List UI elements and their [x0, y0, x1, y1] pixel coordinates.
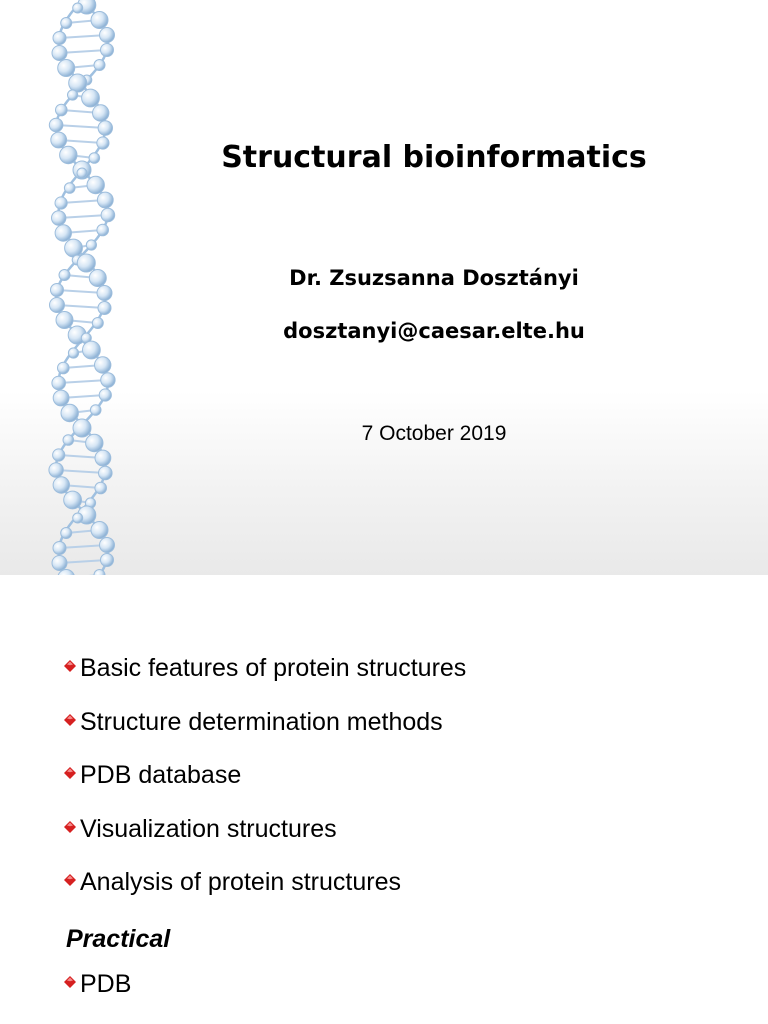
helix-bead	[91, 12, 108, 29]
helix-bead	[86, 240, 96, 250]
helix-bead	[55, 225, 71, 241]
helix-bead	[65, 239, 83, 257]
helix-bead	[100, 538, 115, 553]
helix-bead	[73, 3, 83, 13]
helix-bead	[98, 302, 111, 315]
helix-bead	[92, 318, 103, 329]
topic-text: Visualization structures	[80, 814, 337, 843]
author-email: dosztanyi@caesar.elte.hu	[283, 319, 585, 343]
outline-slide	[0, 575, 768, 1024]
helix-bead	[56, 312, 73, 329]
list-item	[64, 815, 466, 869]
helix-bead	[53, 542, 66, 555]
helix-bead	[97, 137, 109, 149]
helix-bead	[64, 183, 75, 194]
helix-bead	[61, 18, 72, 29]
helix-bead	[95, 357, 111, 373]
helix-bead	[53, 32, 66, 45]
topic-text: Basic features of protein structures	[80, 654, 467, 682]
helix-bead	[49, 118, 63, 132]
helix-bead	[55, 197, 67, 209]
list-item	[64, 868, 466, 922]
red-diamond-icon	[64, 874, 76, 886]
helix-bead	[97, 192, 113, 208]
helix-bead	[86, 434, 103, 451]
helix-bead	[68, 348, 78, 358]
helix-bead	[59, 270, 70, 281]
topic-text: PDB database	[80, 761, 242, 789]
topic-text: Structure determination methods	[80, 707, 443, 736]
helix-bead	[49, 463, 63, 477]
helix-bead	[52, 211, 66, 225]
helix-bead	[51, 132, 67, 148]
helix-bead	[60, 146, 77, 163]
helix-bead	[61, 404, 78, 421]
helix-bead	[82, 89, 100, 107]
helix-bead	[93, 105, 109, 121]
red-diamond-icon	[64, 714, 76, 726]
list-item	[64, 654, 466, 708]
helix-bead	[99, 389, 111, 401]
author-name: Dr. Zsuzsanna Dosztányi	[289, 266, 579, 290]
helix-bead	[52, 556, 67, 571]
helix-bead	[53, 477, 69, 493]
helix-bead	[89, 270, 106, 287]
helix-bead	[52, 376, 66, 390]
helix-bead	[73, 513, 83, 523]
helix-bead	[68, 90, 78, 100]
helix-bead	[91, 522, 108, 539]
helix-bead	[101, 554, 114, 567]
helix-bead	[94, 60, 105, 71]
helix-bead	[52, 46, 67, 61]
helix-bead	[97, 286, 112, 301]
red-diamond-icon	[64, 660, 76, 672]
helix-bead	[101, 44, 114, 57]
list-item	[64, 761, 466, 815]
helix-bead	[63, 435, 74, 446]
list-item	[64, 970, 131, 1024]
helix-bead	[61, 528, 72, 539]
helix-bead	[50, 298, 65, 313]
helix-bead	[58, 60, 75, 77]
helix-bead	[83, 341, 101, 359]
helix-bead	[53, 449, 65, 461]
topic-text: Analysis of protein structures	[80, 868, 401, 896]
slide-title: Structural bioinformatics	[221, 140, 647, 175]
helix-bead	[87, 176, 104, 193]
helix-bead	[58, 362, 70, 374]
list-item	[64, 708, 466, 762]
presentation-date: 7 October 2019	[361, 422, 507, 445]
helix-bead	[77, 254, 95, 272]
red-diamond-icon	[64, 821, 76, 833]
red-diamond-icon	[64, 767, 76, 779]
helix-bead	[51, 284, 64, 297]
practical-text: PDB	[80, 970, 132, 998]
helix-bead	[73, 419, 91, 437]
practical-heading: Practical	[66, 925, 171, 953]
helix-bead	[100, 28, 115, 43]
red-diamond-icon	[64, 976, 76, 988]
helix-bead	[95, 482, 107, 494]
helix-bead	[77, 168, 87, 178]
helix-bead	[97, 224, 109, 236]
helix-bead	[95, 450, 111, 466]
helix-bead	[89, 153, 100, 164]
helix-bead	[64, 491, 82, 509]
helix-bead	[56, 104, 68, 116]
helix-bead	[98, 121, 112, 135]
helix-bead	[69, 74, 87, 92]
topic-list	[64, 654, 466, 922]
helix-bead	[99, 466, 113, 480]
helix-bead	[101, 208, 115, 222]
helix-bead	[101, 373, 115, 387]
helix-bead	[53, 390, 69, 406]
practical-list	[64, 970, 131, 1024]
dna-helix-image	[0, 0, 160, 575]
helix-bead	[90, 405, 101, 416]
